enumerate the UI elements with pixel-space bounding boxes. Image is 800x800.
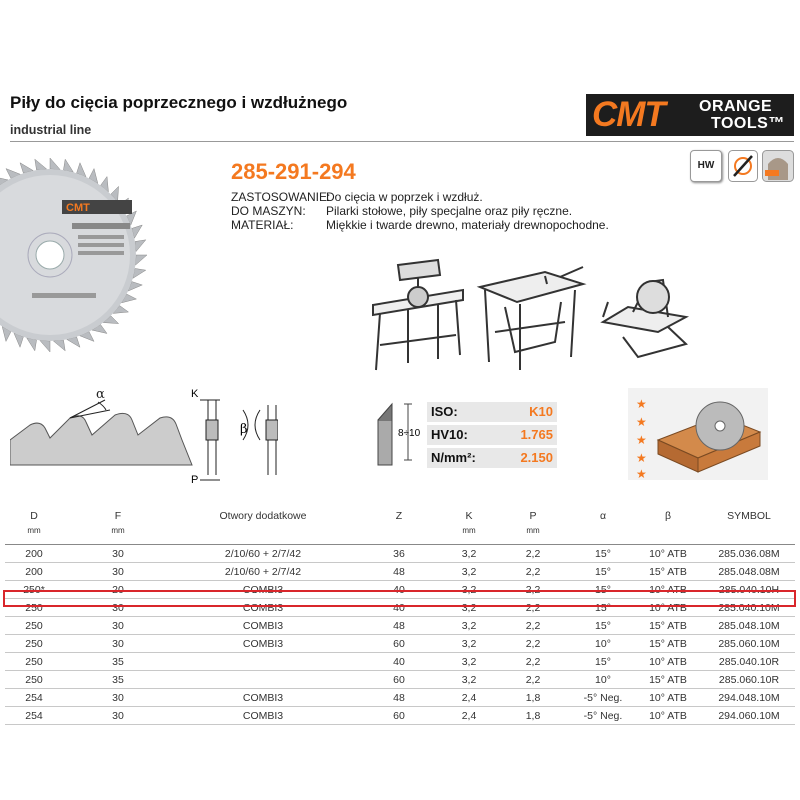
- table-cell: 48: [353, 563, 445, 581]
- spec-labels: [231, 190, 330, 232]
- table-cell: COMBI3: [173, 689, 353, 707]
- table-cell: -5° Neg.: [573, 689, 633, 707]
- radial-arm-saw-image: [368, 255, 468, 375]
- k-label: K: [191, 388, 199, 400]
- table-cell: 10° ATB: [633, 707, 703, 725]
- property-row: [427, 425, 557, 445]
- table-cell: 2,4: [445, 689, 493, 707]
- table-cell: COMBI3: [173, 635, 353, 653]
- table-cell: 10°: [573, 635, 633, 653]
- table-cell: 10° ATB: [633, 581, 703, 599]
- table-cell: 35: [63, 653, 173, 671]
- table-cell: 200: [5, 545, 63, 563]
- p-label: P: [191, 474, 199, 486]
- property-label: N/mm²:: [431, 450, 476, 465]
- height-range-label: 8÷10: [398, 428, 420, 439]
- table-cell: 250: [5, 599, 63, 617]
- logo-orange: ORANGE: [699, 98, 773, 115]
- table-cell: 60: [353, 635, 445, 653]
- table-cell: [173, 653, 353, 671]
- brand-logo: [586, 94, 794, 136]
- spec-label: DO MASZYN:: [231, 204, 306, 218]
- tooth-height-diagram: [370, 390, 420, 485]
- table-cell: 15°: [573, 653, 633, 671]
- svg-text:★: ★: [636, 451, 647, 465]
- tooth-angle-diagram: [10, 380, 195, 475]
- table-header-row: [5, 505, 795, 545]
- table-cell: 15° ATB: [633, 671, 703, 689]
- beta-label: β: [240, 422, 248, 437]
- property-value: 2.150: [520, 450, 553, 465]
- table-cell: 250: [5, 653, 63, 671]
- table-cell: 2/10/60 + 2/7/42: [173, 563, 353, 581]
- table-cell: 3,2: [445, 635, 493, 653]
- column-header-unit: mm: [27, 526, 41, 535]
- tooth-profile-icon: [762, 150, 794, 182]
- kerf-diagram: [188, 385, 278, 490]
- table-cell: 35: [63, 671, 173, 689]
- column-header: [633, 505, 703, 545]
- table-cell: 285.048.10M: [703, 617, 795, 635]
- table-cell: -5° Neg.: [573, 707, 633, 725]
- table-cell: COMBI3: [173, 581, 353, 599]
- table-cell: 254: [5, 707, 63, 725]
- property-row: [427, 402, 557, 422]
- table-cell: 10° ATB: [633, 545, 703, 563]
- material-properties: [427, 402, 557, 471]
- column-header: [703, 505, 795, 545]
- table-row: [5, 617, 795, 635]
- product-code: 285-291-294: [231, 159, 356, 184]
- table-cell: [173, 671, 353, 689]
- table-cell: 285.040.10M: [703, 599, 795, 617]
- table-cell: 15°: [573, 545, 633, 563]
- spec-value: Do cięcia w poprzek i wzdłuż.: [326, 190, 483, 204]
- table-row: [5, 563, 795, 581]
- column-header: [353, 505, 445, 545]
- table-cell: 15° ATB: [633, 563, 703, 581]
- table-cell: 2,2: [493, 671, 573, 689]
- column-header-unit: mm: [462, 526, 476, 535]
- logo-cmt: CMT: [592, 95, 665, 134]
- table-saw-image: [475, 262, 587, 372]
- table-cell: 10° ATB: [633, 689, 703, 707]
- table-cell: 10° ATB: [633, 653, 703, 671]
- table-cell: 285.036.08M: [703, 545, 795, 563]
- table-cell: 285.040.10H: [703, 581, 795, 599]
- table-cell: COMBI3: [173, 617, 353, 635]
- table-cell: 30: [63, 563, 173, 581]
- table-cell: 30: [63, 689, 173, 707]
- table-cell: 40: [353, 653, 445, 671]
- table-cell: 285.060.10M: [703, 635, 795, 653]
- table-cell: 48: [353, 689, 445, 707]
- page-subtitle: industrial line: [10, 123, 92, 137]
- table-cell: 200: [5, 563, 63, 581]
- table-row: [5, 671, 795, 689]
- spec-values: [326, 190, 609, 232]
- column-header-label: D: [30, 510, 38, 522]
- svg-text:★: ★: [636, 467, 647, 480]
- alpha-label: α: [96, 387, 105, 402]
- table-cell: 294.048.10M: [703, 689, 795, 707]
- table-cell: COMBI3: [173, 707, 353, 725]
- table-cell: 3,2: [445, 671, 493, 689]
- table-cell: 15°: [573, 581, 633, 599]
- table-cell: 3,2: [445, 563, 493, 581]
- spec-value: Miękkie i twarde drewno, materiały drewnopochodne.: [326, 218, 609, 232]
- table-cell: 3,2: [445, 617, 493, 635]
- column-header-unit: mm: [526, 526, 540, 535]
- svg-text:CMT: CMT: [66, 202, 90, 214]
- table-cell: 30: [63, 599, 173, 617]
- column-header-label: SYMBOL: [727, 510, 771, 522]
- table-cell: 2,4: [445, 707, 493, 725]
- spec-label: MATERIAŁ:: [231, 218, 294, 232]
- saw-blade-image: [0, 150, 220, 360]
- table-cell: 250: [5, 635, 63, 653]
- table-cell: 285.040.10R: [703, 653, 795, 671]
- property-value: K10: [529, 404, 553, 419]
- feature-icons: [690, 148, 794, 188]
- table-cell: 15°: [573, 617, 633, 635]
- table-cell: 2,2: [493, 563, 573, 581]
- table-cell: 10° ATB: [633, 599, 703, 617]
- table-cell: 2,2: [493, 617, 573, 635]
- table-cell: 2/10/60 + 2/7/42: [173, 545, 353, 563]
- rotation-saw-icon: [728, 150, 758, 182]
- table-cell: 48: [353, 617, 445, 635]
- table-cell: 30: [63, 617, 173, 635]
- table-row: [5, 653, 795, 671]
- spec-label: ZASTOSOWANIE:: [231, 190, 331, 204]
- column-header-label: K: [465, 510, 473, 522]
- highlighted-row-frame: [3, 590, 796, 607]
- table-cell: 15° ATB: [633, 635, 703, 653]
- column-header: [173, 505, 353, 545]
- table-cell: 285.060.10R: [703, 671, 795, 689]
- table-cell: 2,2: [493, 581, 573, 599]
- rating-stars-icon: [636, 397, 647, 480]
- table-cell: 2,2: [493, 635, 573, 653]
- page-title: Piły do cięcia poprzecznego i wzdłużnego: [10, 93, 348, 112]
- material-rating-image: [628, 388, 768, 480]
- table-cell: 40: [353, 581, 445, 599]
- table-row: [5, 707, 795, 725]
- table-cell: 250*: [5, 581, 63, 599]
- column-header-label: P: [529, 510, 537, 522]
- table-cell: 60: [353, 671, 445, 689]
- table-cell: 1,8: [493, 689, 573, 707]
- table-cell: 3,2: [445, 581, 493, 599]
- table-cell: 15°: [573, 599, 633, 617]
- table-cell: 3,2: [445, 599, 493, 617]
- table-cell: 254: [5, 689, 63, 707]
- property-row: [427, 448, 557, 468]
- table-row: [5, 545, 795, 563]
- table-row: [5, 689, 795, 707]
- table-cell: 3,2: [445, 653, 493, 671]
- table-cell: 36: [353, 545, 445, 563]
- spec-value: Pilarki stołowe, piły specjalne oraz piły ręczne.: [326, 204, 573, 218]
- table-cell: 15°: [573, 563, 633, 581]
- column-header: [63, 505, 173, 545]
- column-header-label: β: [664, 510, 672, 522]
- column-header-label: F: [114, 510, 122, 522]
- svg-text:★: ★: [636, 433, 647, 447]
- column-header: [445, 505, 493, 545]
- hw-badge-icon: HW: [690, 150, 722, 182]
- table-row: [5, 635, 795, 653]
- table-cell: 1,8: [493, 707, 573, 725]
- table-cell: 30: [63, 635, 173, 653]
- property-value: 1.765: [520, 427, 553, 442]
- column-header-label: Z: [395, 510, 403, 522]
- table-cell: 2,2: [493, 545, 573, 563]
- table-cell: 3,2: [445, 545, 493, 563]
- miter-saw-image: [598, 262, 690, 362]
- table-cell: 250: [5, 671, 63, 689]
- table-cell: 15° ATB: [633, 617, 703, 635]
- header-divider: [10, 141, 794, 142]
- column-header-label: Otwory dodatkowe: [219, 510, 307, 522]
- table-cell: 2,2: [493, 653, 573, 671]
- column-header: [5, 505, 63, 545]
- table-cell: 40: [353, 599, 445, 617]
- column-header-label: α: [599, 510, 607, 522]
- table-cell: 20: [63, 581, 173, 599]
- product-table: [5, 505, 795, 725]
- svg-text:★: ★: [636, 397, 647, 411]
- table-cell: 30: [63, 545, 173, 563]
- column-header-unit: mm: [111, 526, 125, 535]
- table-cell: 294.060.10M: [703, 707, 795, 725]
- table-cell: 60: [353, 707, 445, 725]
- svg-text:★: ★: [636, 415, 647, 429]
- property-label: ISO:: [431, 404, 458, 419]
- column-header: [573, 505, 633, 545]
- table-cell: 10°: [573, 671, 633, 689]
- table-cell: 2,2: [493, 599, 573, 617]
- table-cell: 285.048.08M: [703, 563, 795, 581]
- table-cell: COMBI3: [173, 599, 353, 617]
- table-cell: 250: [5, 617, 63, 635]
- logo-tools: TOOLS™: [711, 115, 785, 132]
- property-label: HV10:: [431, 427, 468, 442]
- column-header: [493, 505, 573, 545]
- table-cell: 30: [63, 707, 173, 725]
